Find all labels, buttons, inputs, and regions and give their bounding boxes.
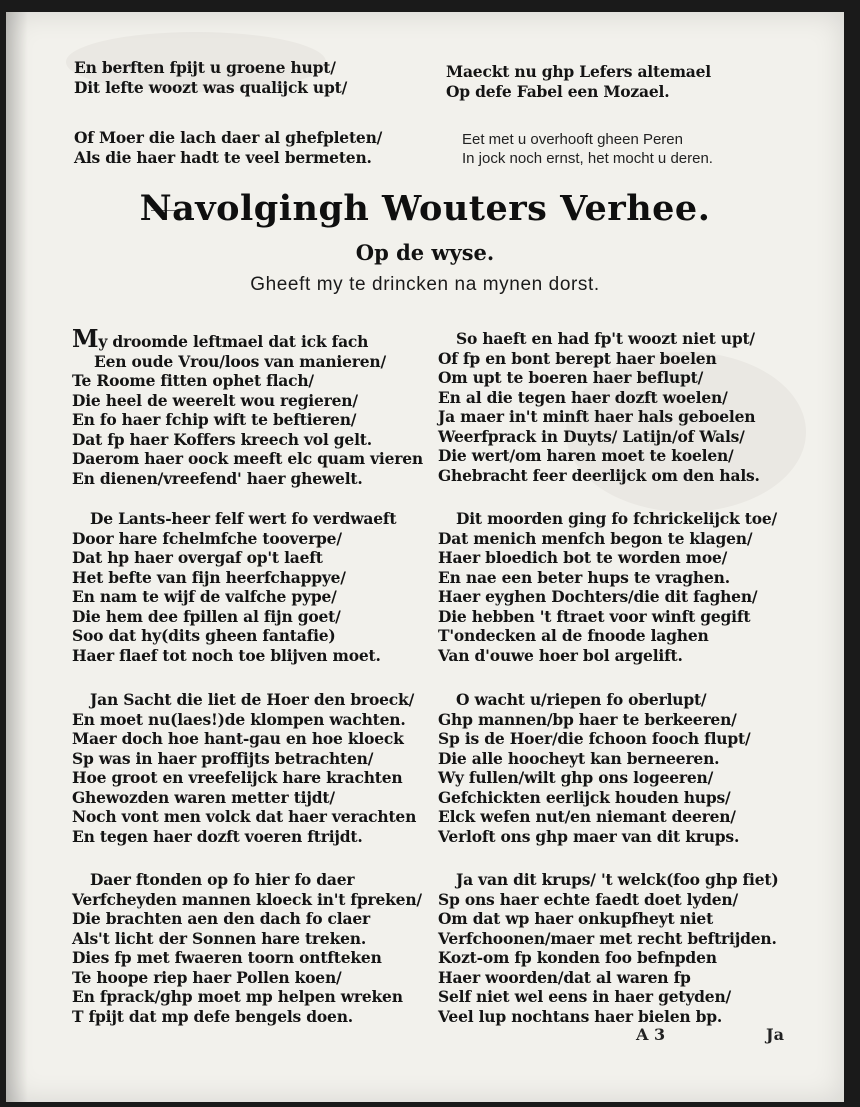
verse-line: Die alle hoocheyt kan berneeren. xyxy=(438,748,720,768)
verse-line: Verloft ons ghp maer van dit krups. xyxy=(438,826,740,846)
verse-line: En nae een beter hups te vraghen. xyxy=(438,567,730,587)
verse-line: De Lants-heer felf wert fo verdwaeft xyxy=(90,509,397,528)
mid-left-verse xyxy=(74,128,382,167)
verse-line: Ghp mannen/bp haer te berkeeren/ xyxy=(438,709,737,729)
verse-line: Te Roome fitten ophet flach/ xyxy=(72,371,314,390)
verse-line: Die brachten aen den dach fo claer xyxy=(72,909,370,928)
verse-line: Haer eyghen Dochters/die dit faghen/ xyxy=(438,587,758,606)
verse-line: Om upt te boeren haer beflupt/ xyxy=(438,368,704,387)
verse-line: Jan Sacht die liet de Hoer den broeck/ xyxy=(90,690,415,709)
verse-line: Ghewozden waren metter tijdt/ xyxy=(72,787,335,807)
verse-line: Hoe groot en vreefelijck hare krachten xyxy=(72,768,403,787)
verse-line xyxy=(72,324,423,353)
verse-line: En al die tegen haer dozft woelen/ xyxy=(438,387,728,407)
verse-line: Als die haer hadt te veel bermeten. xyxy=(74,147,372,167)
stanza-left-1 xyxy=(72,324,423,488)
verse-line: Die heel de weerelt wou regieren/ xyxy=(72,390,358,410)
stanza-left-4 xyxy=(72,870,422,1026)
drop-cap: M xyxy=(72,324,99,353)
verse-line: En moet nu(laes!)de klompen wachten. xyxy=(72,709,406,729)
verse-line: Verfcheyden mannen kloeck in't fpreken/ xyxy=(72,889,422,909)
verse-line: Een oude Vrou/loos van manieren/ xyxy=(94,351,386,371)
verse-line: Die hebben 't ftraet voor winft gegift xyxy=(438,606,751,626)
stanza-right-4 xyxy=(438,870,778,1026)
stanza-left-3 xyxy=(72,690,416,846)
verse-line: So haeft en had fp't woozt niet upt/ xyxy=(456,329,755,348)
verse-line: Sp was in haer proffijts betrachten/ xyxy=(72,748,374,768)
verse-line: Gefchickten eerlijck houden hups/ xyxy=(438,787,731,807)
verse-line: Verfchoonen/maer met recht beftrijden. xyxy=(438,928,777,948)
verse-line: Het befte van fijn heerfchappye/ xyxy=(72,567,346,587)
verse-line: Ghebracht feer deerlijck om den hals. xyxy=(438,465,760,485)
verse-line: Of Moer die lach daer al ghefpleten/ xyxy=(74,128,383,147)
top-right-verse xyxy=(446,62,711,101)
verse-line: T'ondecken al de fnoode laghen xyxy=(438,626,709,645)
verse-line: Dit lefte woozt was qualijck upt/ xyxy=(74,77,348,97)
verse-line: Haer flaef tot noch toe blijven moet. xyxy=(72,645,381,665)
verse-line: Dit moorden ging fo fchrickelijck toe/ xyxy=(456,509,777,528)
verse-line: Dat menich menfch begon te klagen/ xyxy=(438,528,753,548)
verse-line: Soo dat hy(dits gheen fantafie) xyxy=(72,626,336,645)
moral-line: In jock noch ernst, het mocht u deren. xyxy=(462,150,713,167)
verse-line: Om dat wp haer onkupfheyt niet xyxy=(438,909,714,928)
signature-mark: A 3 xyxy=(636,1025,666,1044)
stanza-right-2 xyxy=(438,509,777,665)
verse-line: T fpijt dat mp defe bengels doen. xyxy=(72,1006,353,1026)
verse-line: Die hem dee fpillen al fijn goet/ xyxy=(72,606,341,626)
verse-line: Van d'ouwe hoer bol argelift. xyxy=(438,645,683,665)
verse-line: En dienen/vreefend' haer ghewelt. xyxy=(72,468,363,488)
moral-line: Eet met u overhooft gheen Peren xyxy=(462,131,683,148)
verse-line: Haer bloedich bot te worden moe/ xyxy=(438,548,728,567)
verse-line: Op defe Fabel een Mozael. xyxy=(446,81,670,101)
verse-line: Sp is de Hoer/die fchoon fooch flupt/ xyxy=(438,729,751,748)
page-subtitle: Op de wyse. xyxy=(355,240,495,265)
verse-line: Veel lup nochtans haer bielen bp. xyxy=(438,1006,723,1026)
verse-line: Self niet wel eens in haer getyden/ xyxy=(438,987,731,1006)
tune-line: Gheeft my te drincken na mynen dorst. xyxy=(250,274,600,295)
verse-line: Weerfprack in Duyts/ Latijn/of Wals/ xyxy=(438,426,745,446)
stanza-right-3 xyxy=(438,690,750,846)
page-title: Navolgingh Wouters Verhee. xyxy=(139,188,711,229)
verse-line: Elck wefen nut/en niemant deeren/ xyxy=(438,807,736,826)
book-page xyxy=(6,12,844,1102)
verse-line: Dat hp haer overgaf op't laeft xyxy=(72,548,323,567)
verse-line: Te hoope riep haer Pollen koen/ xyxy=(72,967,342,987)
verse-line: En tegen haer dozft voeren ftrijdt. xyxy=(72,826,363,846)
verse-line: Daerom haer oock meeft elc quam vieren xyxy=(72,449,423,468)
verse-line: En fprack/ghp moet mp helpen wreken xyxy=(72,987,403,1006)
stanza-left-2 xyxy=(72,509,396,665)
top-left-verse xyxy=(74,58,347,97)
verse-line: Ja van dit krups/ 't welck(foo ghp fiet) xyxy=(456,870,779,889)
verse-line: O wacht u/riepen fo oberlupt/ xyxy=(456,690,707,709)
mid-right-moral xyxy=(462,130,713,168)
verse-line: En fo haer fchip wift te beftieren/ xyxy=(72,410,357,429)
verse-line: Maer doch hoe hant-gau en hoe kloeck xyxy=(72,729,404,748)
verse-line: En nam te wijf de valfche pype/ xyxy=(72,587,337,606)
verse-line: Of fp en bont berept haer boelen xyxy=(438,348,717,368)
catchword: Ja xyxy=(766,1025,784,1044)
verse-line: Door hare fchelmfche tooverpe/ xyxy=(72,528,342,548)
verse-line: Dat fp haer Koffers kreech vol gelt. xyxy=(72,429,372,449)
verse-line: En berften fpijt u groene hupt/ xyxy=(74,58,336,77)
verse-line: Maeckt nu ghp Lefers altemael xyxy=(446,62,711,81)
verse-line: Dies fp met fwaeren toorn ontfteken xyxy=(72,948,382,967)
verse-text: y droomde leftmael dat ick fach xyxy=(98,332,369,351)
stanza-right-1 xyxy=(438,329,760,485)
verse-line: Kozt-om fp konden foo befnpden xyxy=(438,948,717,967)
verse-line: Die wert/om haren moet te koelen/ xyxy=(438,446,734,465)
verse-line: Daer ftonden op fo hier fo daer xyxy=(90,870,355,889)
verse-line: Sp ons haer echte faedt doet lyden/ xyxy=(438,889,738,909)
verse-line: Als't licht der Sonnen hare treken. xyxy=(72,928,367,948)
verse-line: Haer woorden/dat al waren fp xyxy=(438,967,691,987)
verse-line: Wy fullen/wilt ghp ons logeeren/ xyxy=(438,768,714,787)
verse-line: Ja maer in't minft haer hals geboelen xyxy=(438,407,756,426)
verse-line: Noch vont men volck dat haer verachten xyxy=(72,807,417,826)
